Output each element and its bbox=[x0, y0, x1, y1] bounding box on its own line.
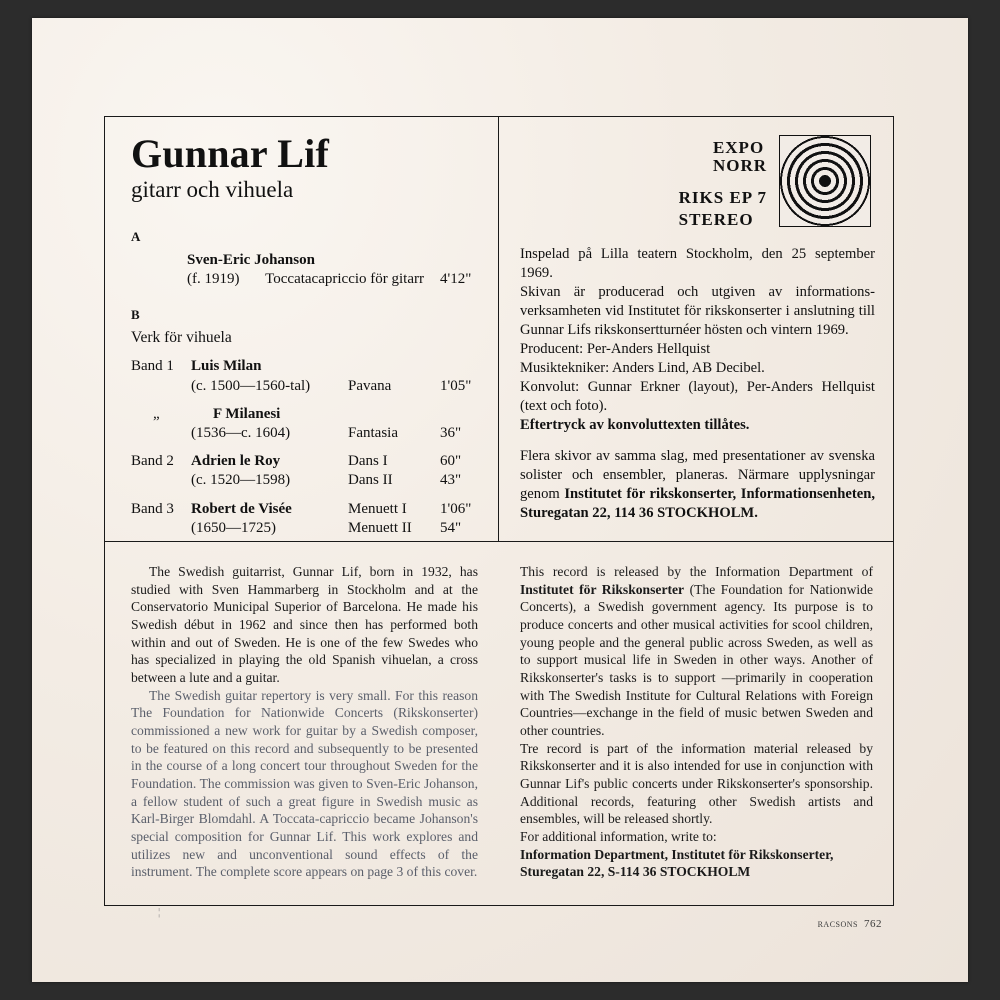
print-number: 762 bbox=[864, 918, 882, 930]
vihuela-heading: Verk för vihuela bbox=[131, 329, 232, 347]
band-label: „ bbox=[153, 405, 160, 422]
piece-duration: 60" bbox=[440, 453, 462, 470]
piece-title: Fantasia bbox=[348, 424, 398, 441]
liner-notes-left bbox=[105, 541, 498, 907]
label-logo-line2: NORR bbox=[712, 156, 767, 176]
catalog-number: RIKS EP 7 bbox=[678, 188, 767, 207]
piece-title bbox=[348, 357, 440, 376]
band-label bbox=[131, 377, 191, 396]
engineer-credit: Musiktekniker: Anders Lind, AB Decibel. bbox=[520, 359, 765, 376]
track-row bbox=[131, 424, 484, 443]
institute-name: Institutet för Rikskonserter bbox=[520, 581, 685, 597]
production-info: Skivan är producerad och utgiven av informations-verksamheten vid Institutet för rikskonserter i anslutning till Gunnar Lifs rikskonsertturnéer hösten och vintern 1969. bbox=[520, 283, 875, 338]
piece-duration: 1'06" bbox=[440, 500, 472, 517]
more-records-intro: Flera skivor av samma slag, med presentationer av svenska solister och ensembler, planeras. Närmare upplysningar genom bbox=[520, 447, 875, 502]
piece-title: Menuett I bbox=[348, 500, 407, 517]
credits-panel bbox=[498, 117, 893, 541]
piece-duration: 36" bbox=[440, 424, 462, 441]
track-group-b1 bbox=[131, 357, 484, 395]
band-label: Band 1 bbox=[131, 358, 174, 375]
track-group-b3 bbox=[131, 452, 484, 490]
track-row bbox=[131, 519, 484, 538]
label-logo-text bbox=[713, 139, 767, 176]
composer-name: F Milanesi bbox=[213, 405, 281, 422]
side-b-letter: B bbox=[131, 307, 140, 323]
track-row bbox=[131, 500, 484, 519]
composer-dates: (f. 1919) bbox=[187, 271, 240, 288]
liner-paragraph-2: The Swedish guitar repertory is very small. For this reason The Foundation for Nationwide Concerts (Rikskonserter) commissioned a new work for guitar by a Swedish composer, to be featured on this record and subsequently to be presented in the course of a long concert tour throughout Sweden for the Foundation. The commission was given to Sven-Eric Johanson, a fellow student of such a great figure in Swedish music as Karl-Birger Blomdahl. A Toccata-capriccio became Johanson's special composition for Gunnar Lif. This work explores and utilizes new and unconventional sound effects of the instrument. The complete score appears on page 3 of this cover. bbox=[131, 687, 478, 880]
track-row bbox=[131, 377, 484, 396]
record-sleeve-back bbox=[32, 18, 968, 982]
band-label bbox=[131, 424, 191, 443]
english-p1-rest: (The Foundation for Nationwide Concerts), a Swedish government agency. Its purpose is to produce concerts and other musical activities for scool children, young people and the general public across Sweden, as well as to support musical life in Sweden in other ways. Another of Rikskonserter's tasks is to support —primarily in cooperation with The Swedish Institute for Cultural Relations with Foreign Countries—exchange in the field of music betwen Sweden and other countries. bbox=[520, 581, 873, 739]
track-row bbox=[131, 471, 484, 490]
address-line-2: Sturegatan 22, S-114 36 STOCKHOLM bbox=[520, 864, 751, 880]
more-records-address: Institutet för rikskonserter, Informationsenheten, Sturegatan 22, 114 36 STOCKHOLM. bbox=[520, 485, 875, 521]
liner-paragraph-1: The Swedish guitarrist, Gunnar Lif, born in 1932, has studied with Sven Hammarberg in Stockholm and at the Conservatorio Municipal Superior of Barcelona. He made his Swedish début in 1962 and since then has performed both within and out of Sweden. He is one of the few Swedes who has specialized in playing the old Spanish vihuelan, a cross between a lute and a guitar. bbox=[131, 564, 478, 686]
label-logo-row bbox=[520, 135, 875, 245]
address-line-1: Information Department, Institutet för Rikskonserter, bbox=[520, 846, 834, 862]
track-row bbox=[131, 405, 484, 424]
registration-mark: ¦ bbox=[158, 906, 161, 918]
format-label: STEREO bbox=[678, 209, 754, 229]
printer-name: RACSONS bbox=[817, 920, 858, 929]
track-row bbox=[187, 251, 484, 270]
piece-title: Pavana bbox=[348, 377, 392, 394]
piece-duration: 54" bbox=[440, 519, 462, 536]
composer-name: Sven-Eric Johanson bbox=[187, 252, 315, 268]
track-group-b2 bbox=[131, 405, 484, 443]
sleeve-credit: Konvolut: Gunnar Erkner (layout), Per-Anders Hellquist (text och foto). bbox=[520, 378, 875, 414]
concentric-circles-icon bbox=[779, 135, 871, 227]
composer-dates: (1536—c. 1604) bbox=[191, 424, 291, 441]
piece-title: Dans II bbox=[348, 472, 393, 489]
composer-name: Adrien le Roy bbox=[191, 453, 281, 470]
composer-name: Robert de Visée bbox=[191, 500, 292, 517]
more-records-note bbox=[520, 447, 875, 523]
piece-title: Toccatacapriccio för gitarr bbox=[265, 271, 424, 288]
piece-duration: 4'12" bbox=[440, 271, 472, 288]
composer-name: Luis Milan bbox=[191, 358, 262, 375]
track-group-a1 bbox=[187, 251, 484, 289]
composer-dates: (c. 1520—1598) bbox=[191, 472, 291, 489]
band-label: Band 3 bbox=[131, 500, 174, 517]
artist-name: Gunnar Lif bbox=[131, 131, 329, 176]
track-row bbox=[187, 270, 484, 289]
composer-dates: (c. 1500—1560-tal) bbox=[191, 377, 311, 394]
reprint-notice: Eftertryck av konvoluttexten tillåtes. bbox=[520, 416, 750, 433]
side-a-letter: A bbox=[131, 229, 141, 244]
piece-duration: 43" bbox=[440, 472, 462, 489]
piece-duration: 1'05" bbox=[440, 377, 472, 394]
content-frame bbox=[104, 116, 894, 906]
composer-dates: (1650—1725) bbox=[191, 519, 276, 536]
instrument-subtitle: gitarr och vihuela bbox=[131, 177, 294, 202]
piece-title: Menuett II bbox=[348, 519, 412, 536]
english-paragraph-1 bbox=[520, 563, 873, 740]
credits-text bbox=[520, 245, 875, 523]
band-label: Band 2 bbox=[131, 453, 174, 470]
piece-duration bbox=[440, 357, 484, 376]
piece-title bbox=[348, 405, 440, 424]
liner-notes-right bbox=[498, 541, 893, 907]
english-paragraph-3: For additional information, write to: bbox=[520, 829, 717, 845]
track-group-b4 bbox=[131, 500, 484, 538]
producer-credit: Producent: Per-Anders Hellquist bbox=[520, 340, 711, 357]
english-paragraph-2: Tre record is part of the information material released by Rikskonserter and it is also intended for use in conjunction with Gunnar Lif's public concerts under Rikskonserter's sponsorship. Additional records, featuring other Swedish artists and ensembles, will be released shortly. bbox=[520, 740, 873, 827]
track-row bbox=[131, 357, 484, 376]
piece-title: Dans I bbox=[348, 453, 388, 470]
vertical-divider bbox=[498, 117, 499, 541]
label-logo-line1: EXPO bbox=[712, 138, 765, 157]
piece-duration bbox=[440, 405, 484, 424]
catalog-block bbox=[679, 187, 767, 231]
printer-imprint bbox=[818, 918, 882, 930]
rings-graphic bbox=[780, 136, 870, 226]
tracklist-panel bbox=[105, 117, 498, 541]
recording-info: Inspelad på Lilla teatern Stockholm, den 25 september 1969. bbox=[520, 246, 875, 281]
band-label bbox=[131, 471, 191, 490]
band-label bbox=[131, 519, 191, 538]
track-row bbox=[131, 452, 484, 471]
english-p1-lead: This record is released by the Information Department of bbox=[520, 564, 873, 579]
